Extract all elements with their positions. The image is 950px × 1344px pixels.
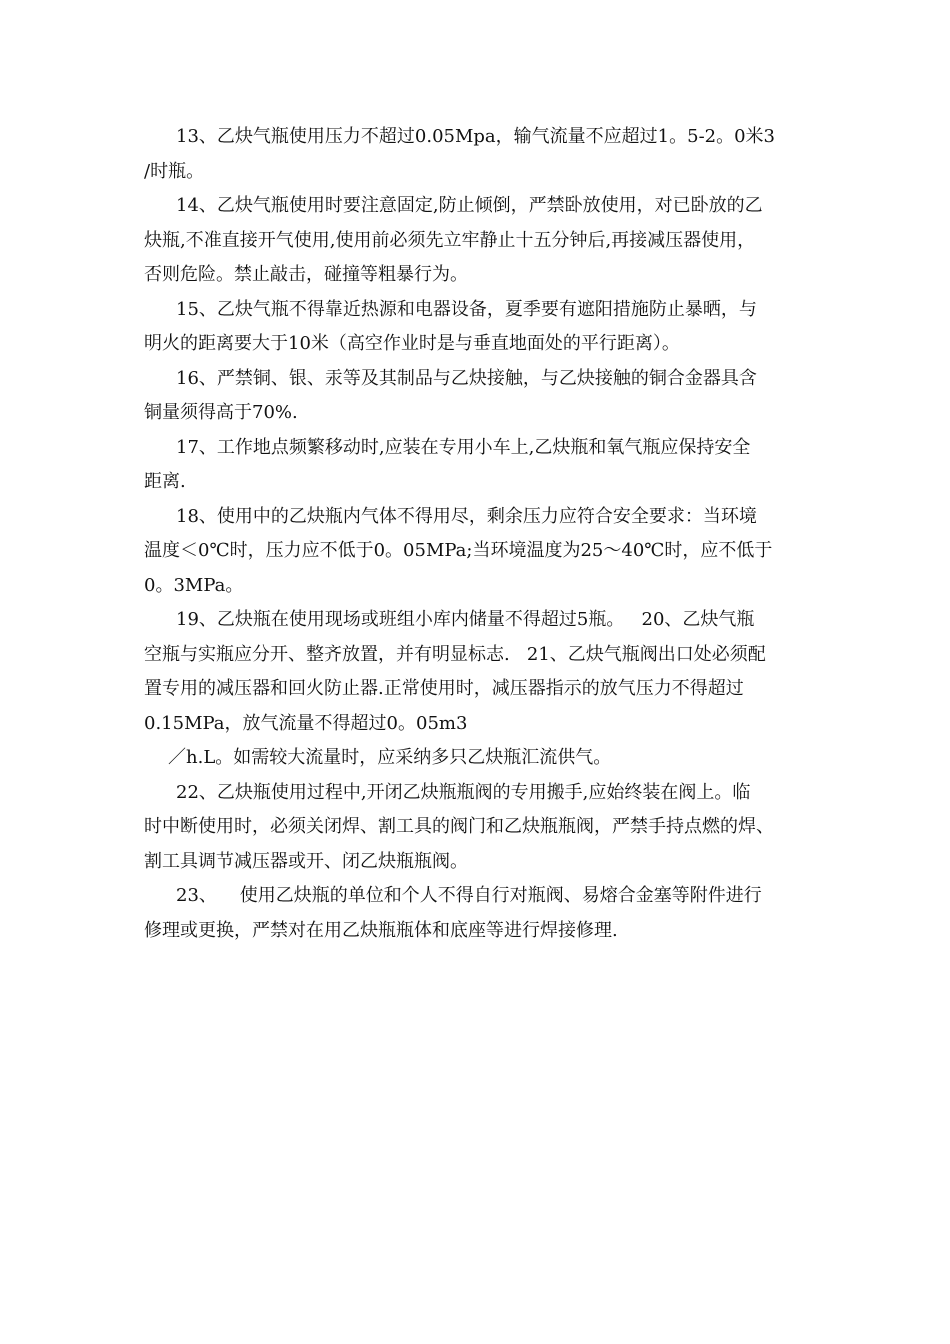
item-19-line-2: 空瓶与实瓶应分开、整齐放置，并有明显标志. 21、乙炔气瓶阀出口处必须配 <box>144 643 766 665</box>
item-14-line-3: 否则危险。禁止敲击，碰撞等粗暴行为。 <box>144 264 468 285</box>
item-22-line-1: 22、乙炔瓶使用过程中,开闭乙炔瓶瓶阀的专用搬手,应始终装在阀上。临 <box>176 781 751 803</box>
document-body <box>144 120 808 948</box>
item-16-line-1: 16、严禁铜、银、汞等及其制品与乙炔接触，与乙炔接触的铜合金器具含 <box>176 367 757 389</box>
item-22-line-2: 时中断使用时，必须关闭焊、割工具的阀门和乙炔瓶瓶阀，严禁手持点燃的焊、 <box>144 816 774 837</box>
item-17-line-2: 距离. <box>144 471 186 492</box>
item-19-line-1: 19、乙炔瓶在使用现场或班组小库内储量不得超过5瓶。 20、乙炔气瓶 <box>176 609 755 630</box>
item-19-line-3: 置专用的减压器和回火防止器.正常使用时，减压器指示的放气压力不得超过 <box>144 678 744 699</box>
item-17-line-1: 17、工作地点频繁移动时,应装在专用小车上,乙炔瓶和氧气瓶应保持安全 <box>176 436 751 458</box>
item-14-line-1: 14、乙炔气瓶使用时要注意固定,防止倾倒，严禁卧放使用，对已卧放的乙 <box>176 195 763 216</box>
item-23-line-1: 23、 使用乙炔瓶的单位和个人不得自行对瓶阀、易熔合金塞等附件进行 <box>176 885 762 906</box>
item-13-line-1: 13、乙炔气瓶使用压力不超过0.05Mpa，输气流量不应超过1。5-2。0米3 <box>176 126 776 147</box>
item-18-line-2: 温度＜0℃时，压力应不低于0。05MPa;当环境温度为25～40℃时，应不低于 <box>144 540 773 561</box>
item-15-line-2: 明火的距离要大于10米（高空作业时是与垂直地面处的平行距离）。 <box>144 333 680 354</box>
item-23-line-2: 修理或更换，严禁对在用乙炔瓶瓶体和底座等进行焊接修理. <box>144 919 618 941</box>
item-18-line-3: 0。3MPa。 <box>144 574 244 596</box>
item-16-line-2: 铜量须得高于70%. <box>144 402 298 423</box>
item-22-line-3: 割工具调节减压器或开、闭乙炔瓶瓶阀。 <box>144 850 468 872</box>
item-19-line-5: ／h.L。如需较大流量时，应采纳多只乙炔瓶汇流供气。 <box>168 747 612 768</box>
item-19-line-4: 0.15MPa，放气流量不得超过0。05m3 <box>144 712 468 734</box>
item-13-line-2: /时瓶。 <box>144 160 205 182</box>
item-14-line-2: 炔瓶,不准直接开气使用,使用前必须先立牢静止十五分钟后,再接减压器使用， <box>144 229 756 251</box>
item-18-line-1: 18、使用中的乙炔瓶内气体不得用尽，剩余压力应符合安全要求：当环境 <box>176 505 757 527</box>
item-15-line-1: 15、乙炔气瓶不得靠近热源和电器设备，夏季要有遮阳措施防止暴晒，与 <box>176 298 757 320</box>
